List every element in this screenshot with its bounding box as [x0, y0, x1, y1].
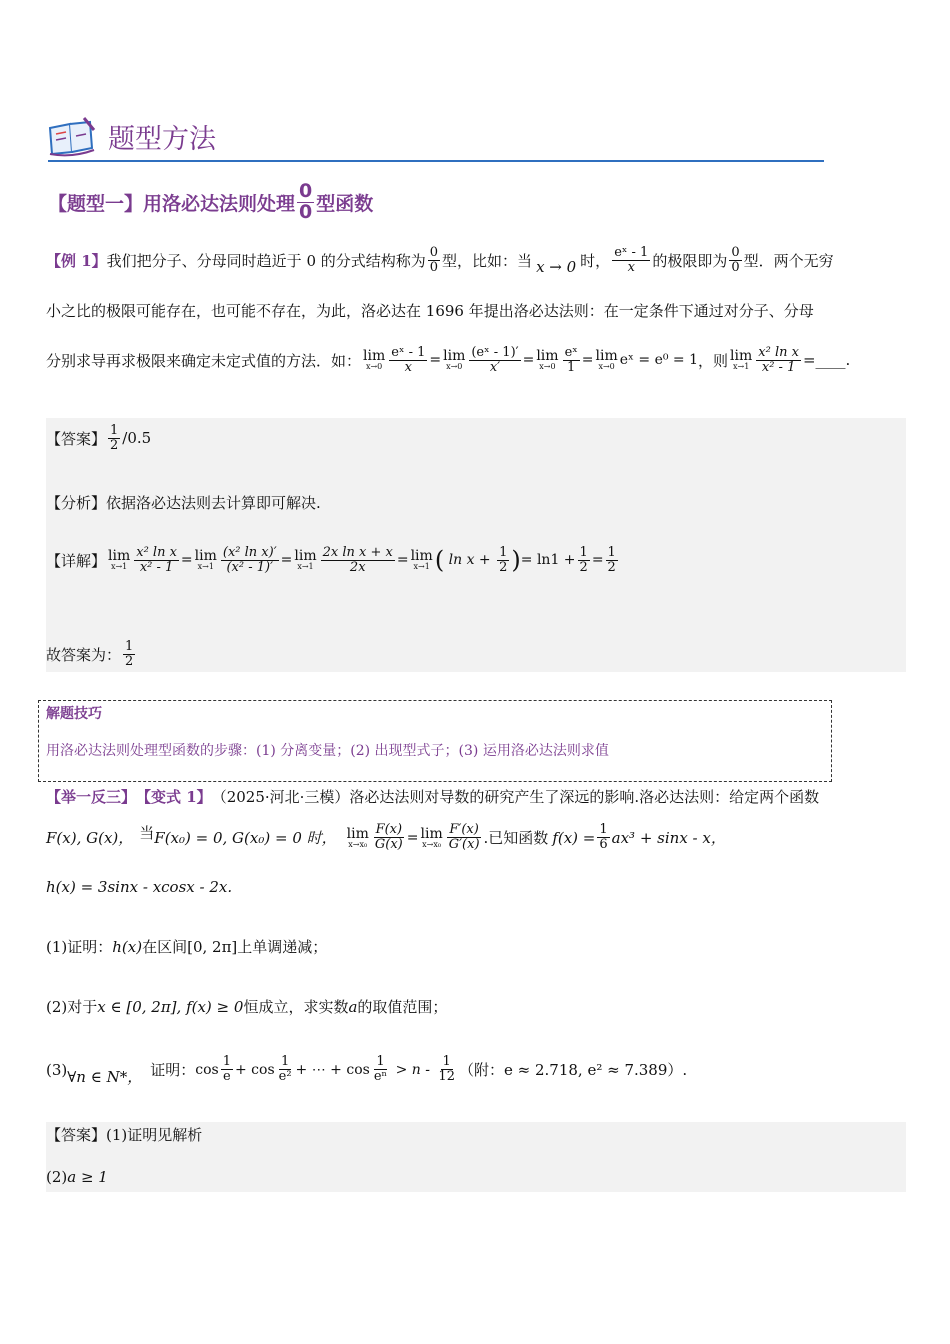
variant-text: 当: [139, 824, 155, 842]
question-math: ∀n ∈ N*，: [67, 1068, 143, 1086]
answer-tag: 【答案】: [46, 1126, 107, 1144]
example-line-1: 【例 1】 我们把分子、分母同时趋近于 0 的分式结构称为 $\frac{0}{0}$ 型，比如：当 x → 0 时， $\frac{\text{eˣ - 1}}{x}$ 的极限即为 $\frac{0}{0}$ 型．两个无穷: [46, 244, 834, 276]
page-title: 题型方法: [108, 123, 216, 155]
variant-tag-2: 【变式 1】: [136, 788, 212, 806]
example-text: ，则: [698, 351, 729, 370]
variant-line-1: [46, 786, 906, 807]
question-text: 上单调递减；: [237, 938, 328, 956]
question-text: 恒成立，求实数: [243, 998, 349, 1016]
frac-den: 0: [299, 200, 313, 223]
frac-num: 1: [125, 639, 134, 654]
frac-den: 2: [125, 653, 134, 669]
example-text: 我们把分子、分母同时趋近于 0 的分式结构称为: [106, 251, 426, 270]
variant-cond: F(x₀) = 0, G(x₀) = 0 时，: [154, 829, 337, 847]
final-answer-label: 故答案为：: [46, 645, 122, 664]
type-title-suffix: 型函数: [316, 192, 374, 215]
variant-func: F(x), G(x)，: [46, 829, 134, 847]
tip-title: 解题技巧: [46, 706, 102, 722]
frac-num: 0: [299, 180, 313, 202]
example-text: 型．两个无穷: [743, 251, 834, 270]
detail-tag: 【详解】: [46, 551, 107, 570]
question-text: 在区间: [142, 938, 188, 956]
variant-line-3: [46, 878, 906, 896]
question-text: 证明：: [150, 1061, 196, 1079]
example-text: 的极限即为: [652, 251, 728, 270]
lhopital-formula: lim x→0 $\frac{\text{eˣ - 1}}{x}$ = lim x→0 $\frac{\text{(eˣ - 1)′}}{x'}$ = lim x→0 $\frac{\text{eˣ}}{1}$ = lim x→0 eˣ = e⁰ = 1: [363, 345, 699, 375]
open-book-pen-icon: [48, 114, 98, 158]
heading-rule: [48, 160, 824, 162]
frac-num: 1: [110, 423, 119, 438]
detail-line: 【详解】 lim x→1 $\frac{\text{x² ln x}}{\text{x² - 1}}$ = lim x→1 $\frac{\text{(x² ln x)′}}{\text{(x² - 1)′}}$ = lim x→1 $\frac{\text{2x ln x + x}}{2x}$ = lim x→1 ( ln x + $\frac{1}{2}$ ) = ln1 + $\frac{1}{2}$ = $\frac{1}{2}$: [46, 545, 616, 575]
analysis-line: [46, 492, 906, 513]
question-math: a: [348, 997, 358, 1016]
frac-num: eˣ - 1: [614, 244, 649, 260]
question-math: h(x): [112, 937, 143, 956]
question-text: 的取值范围；: [357, 998, 448, 1016]
variant-func: ax³ + sinx - x，: [611, 829, 726, 847]
question-2: [46, 996, 906, 1017]
example-tag: 【例 1】: [46, 251, 107, 270]
frac-den: 2: [110, 437, 119, 453]
answer-math: a ≥ 1: [67, 1168, 108, 1186]
limit-var: x → 0: [536, 258, 577, 276]
frac-den: x: [627, 259, 635, 275]
question-text: (2)对于: [46, 998, 98, 1016]
question-math: [0, 2π]: [187, 937, 238, 956]
example-text: 时，: [580, 251, 611, 270]
final-answer-line: [46, 640, 906, 668]
variant-func: h(x) = 3sinx - xcosx - 2x.: [46, 878, 233, 896]
answer-alt: /0.5: [122, 429, 152, 448]
answer-text: (1)证明见解析: [106, 1126, 203, 1144]
answer2-line-1: [46, 1124, 906, 1145]
answer2-line-2: [46, 1168, 906, 1186]
example-line-2: [46, 300, 906, 321]
example-text: 小之比的极限可能存在，也可能不存在，为此，洛必达在 1696 年提出洛必达法则：在一定条件下通过对分子、分母: [46, 302, 814, 320]
example-text: 分别求导再求极限来确定未定式值的方法．如：: [46, 351, 362, 370]
zero-over-zero: [297, 182, 314, 223]
variant-text: .已知函数: [483, 829, 549, 847]
question-text: (3): [46, 1060, 68, 1079]
example-text: 型，比如：当: [442, 251, 533, 270]
answer-blank: =____.: [802, 351, 851, 370]
answer-tag: 【答案】: [46, 429, 107, 448]
answer-line: [46, 424, 906, 452]
variant-func: f(x) =: [552, 828, 596, 847]
variant-line-2: F(x), G(x)， 当 F(x₀) = 0, G(x₀) = 0 时， lim x→x₀ $\frac{F(x)}{G(x)}$ = lim x→x₀ $\frac{F'(x)}{G'(x)}$ .已知函数 f(x) = $\frac{1}{6}$ ax³ + sinx - x，: [46, 822, 726, 852]
question-1: [46, 936, 906, 957]
example-line-3: 分别求导再求极限来确定未定式值的方法．如： lim x→0 $\frac{\text{eˣ - 1}}{x}$ = lim x→0 $\frac{\text{(eˣ - 1)′}}{x'}$ = lim x→0 $\frac{\text{eˣ}}{1}$ = lim x→0 eˣ = e⁰ = 1 ，则 lim x→1 $\frac{\text{x² ln x}}{\text{x² - 1}}$ =____.: [46, 345, 851, 375]
answer-text: (2): [46, 1168, 68, 1186]
variant-text: 洛必达法则对导数的研究产生了深远的影响.洛必达法则：给定两个函数: [349, 788, 820, 806]
type-title-prefix: 【题型一】用洛必达法则处理: [48, 192, 296, 215]
variant-source: （2025·河北·三模）: [211, 788, 350, 806]
question-3: (3) ∀n ∈ N*， 证明： cos $\frac{1}{e}$ + cos $\frac{1}{\text{e²}}$ + ⋯ + cos $\frac{1}{\text{eⁿ}}$ > n - $\frac{1}{12}$ （附： e ≈ 2.718, e² ≈ 7.389 ）.: [46, 1054, 688, 1086]
question-text: (1)证明：: [46, 938, 113, 956]
question-text: （附：: [458, 1061, 504, 1079]
tip-text: 用洛必达法则处理型函数的步骤：(1) 分离变量；(2) 出现型式子；(3) 运用洛必达法则求值: [46, 743, 609, 759]
question-math: e ≈ 2.718, e² ≈ 7.389: [503, 1060, 668, 1079]
analysis-tag: 【分析】: [46, 494, 107, 512]
variant-tag: 【举一反三】: [46, 788, 137, 806]
section-heading: [48, 114, 216, 158]
question-math: x ∈ [0, 2π], f(x) ≥ 0: [97, 997, 244, 1016]
question-text: ）.: [667, 1061, 688, 1079]
analysis-text: 依据洛必达法则去计算即可解决.: [106, 494, 321, 512]
example-fraction: [612, 246, 650, 274]
type-title: [48, 182, 373, 223]
